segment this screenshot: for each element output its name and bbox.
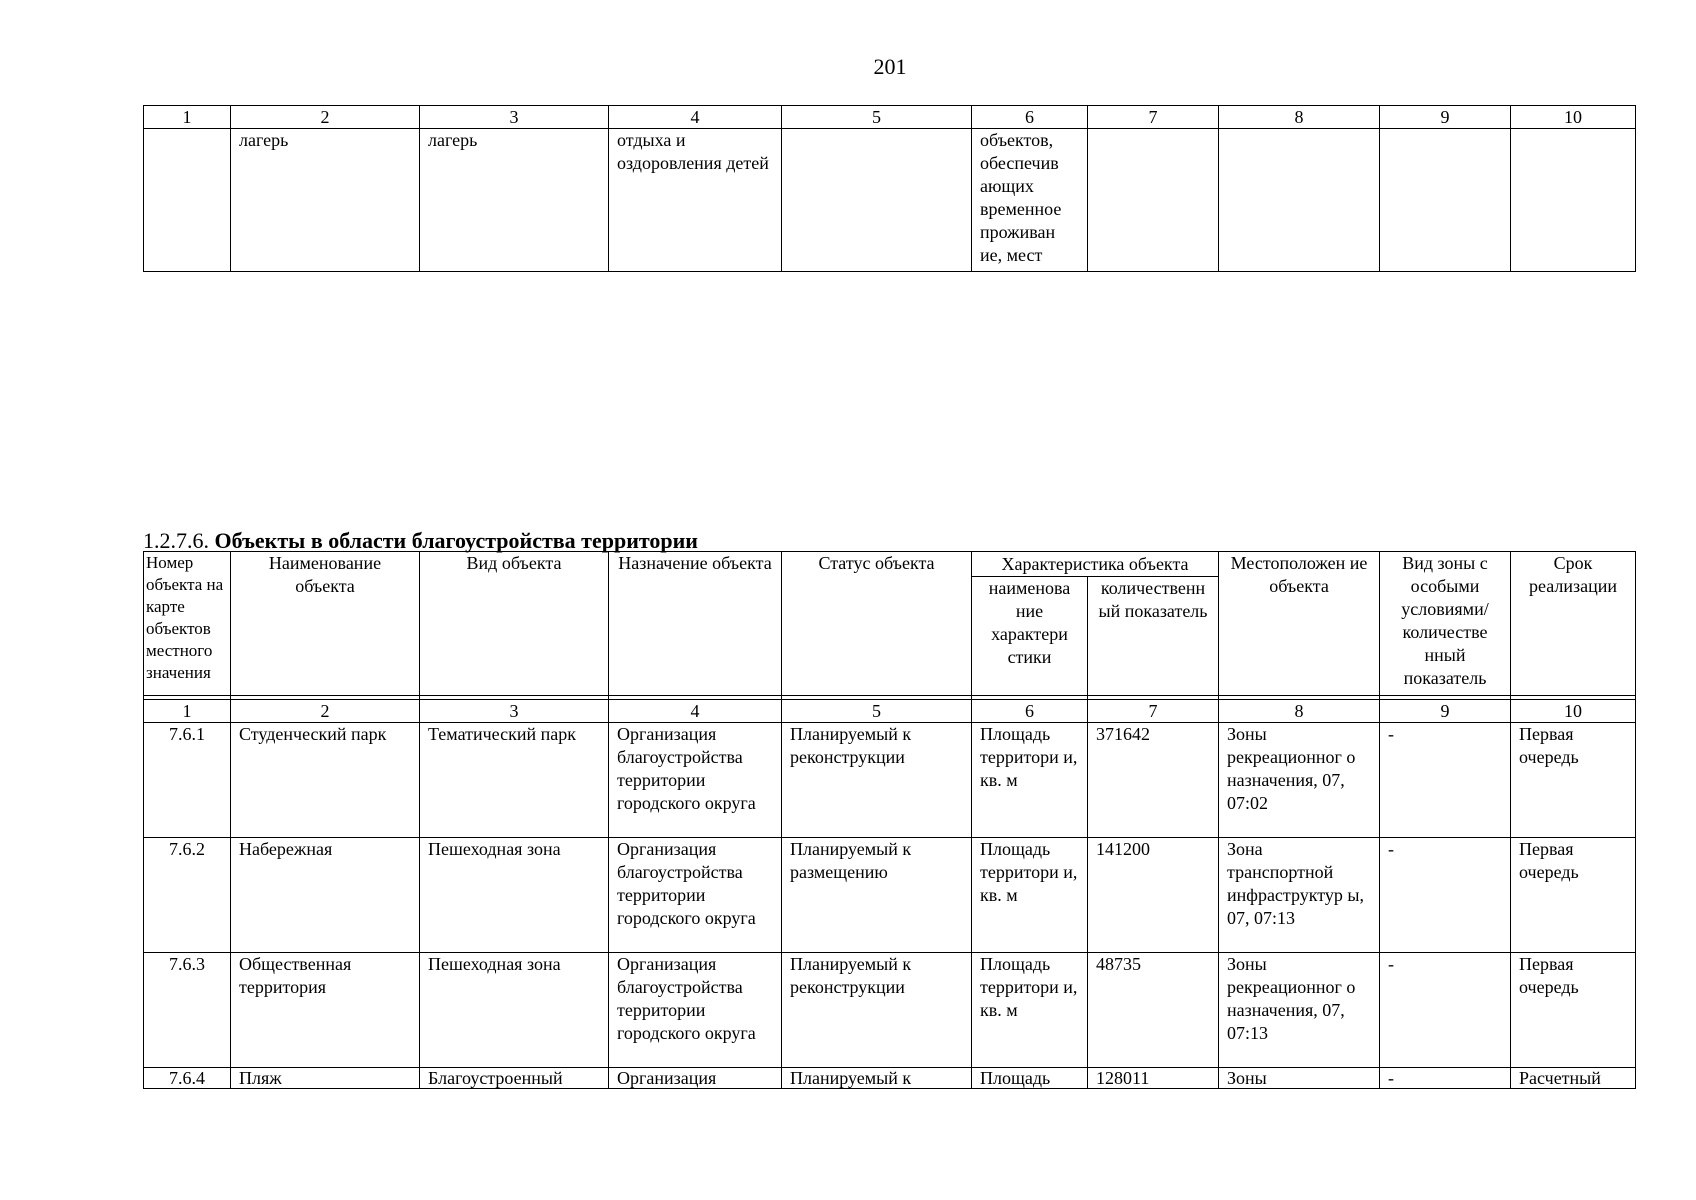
col-number: 6 <box>972 700 1088 723</box>
col-number: 5 <box>782 106 972 129</box>
col-number: 7 <box>1088 700 1219 723</box>
table-cell <box>1088 129 1219 272</box>
table-cell: Первая очередь <box>1511 953 1636 1068</box>
header-object-status: Статус объекта <box>782 552 972 696</box>
table-cell: - <box>1380 1068 1511 1089</box>
header-object-name: Наименование объекта <box>231 552 420 696</box>
table-cell <box>1511 129 1636 272</box>
table-cell: - <box>1380 953 1511 1068</box>
table-cell: Площадь <box>972 1068 1088 1089</box>
table-cell: Пляж <box>231 1068 420 1089</box>
table-cell: Студенческий парк <box>231 723 420 838</box>
table-cell <box>782 129 972 272</box>
table-cell: 48735 <box>1088 953 1219 1068</box>
header-object-number: Номер объекта на карте объектов местного значения <box>144 552 231 696</box>
table-row <box>144 953 1636 1068</box>
table-cell: 7.6.3 <box>144 953 231 1068</box>
objects-table <box>143 551 1636 1089</box>
table-cell: Планируемый к <box>782 1068 972 1089</box>
col-number: 3 <box>420 106 609 129</box>
table-row <box>144 129 1636 272</box>
table-cell: Зоны рекреационног о назначения, 07, 07:13 <box>1219 953 1380 1068</box>
col-number: 9 <box>1380 106 1511 129</box>
column-number-row <box>144 700 1636 723</box>
continued-table <box>143 105 1636 272</box>
table-cell: Планируемый к реконструкции <box>782 723 972 838</box>
section-title-text: Объекты в области благоустройства территории <box>214 528 698 553</box>
col-number: 1 <box>144 106 231 129</box>
table-cell: Пешеходная зона <box>420 953 609 1068</box>
col-number: 4 <box>609 700 782 723</box>
table-cell: Пешеходная зона <box>420 838 609 953</box>
section-number: 1.2.7.6. <box>143 528 209 553</box>
header-object-location: Местоположен ие объекта <box>1219 552 1380 696</box>
header-special-zone: Вид зоны с особыми условиями/ количестве нный показатель <box>1380 552 1511 696</box>
table-cell: Организация благоустройства территории городского округа <box>609 723 782 838</box>
table-cell: Организация благоустройства территории городского округа <box>609 953 782 1068</box>
col-number: 6 <box>972 106 1088 129</box>
table-row <box>144 723 1636 838</box>
col-number: 9 <box>1380 700 1511 723</box>
table-cell <box>1219 129 1380 272</box>
col-number: 10 <box>1511 700 1636 723</box>
col-number: 3 <box>420 700 609 723</box>
table-cell: лагерь <box>420 129 609 272</box>
page-number: 201 <box>873 54 907 79</box>
header-implementation-term: Срок реализации <box>1511 552 1636 696</box>
col-number: 2 <box>231 106 420 129</box>
table-cell: Организация благоустройства территории городского округа <box>609 838 782 953</box>
table-cell: Площадь территори и, кв. м <box>972 838 1088 953</box>
col-number: 1 <box>144 700 231 723</box>
table-cell: Организация <box>609 1068 782 1089</box>
table-cell: 7.6.4 <box>144 1068 231 1089</box>
table-cell: - <box>1380 838 1511 953</box>
table-cell: объектов, обеспечив ающих временное проживан ие, мест <box>972 129 1088 272</box>
table-row <box>144 1068 1636 1089</box>
table-cell: Первая очередь <box>1511 723 1636 838</box>
header-characteristics-group: Характеристика объекта <box>972 552 1219 577</box>
table-cell: Зоны <box>1219 1068 1380 1089</box>
col-number: 8 <box>1219 700 1380 723</box>
table-cell: 7.6.2 <box>144 838 231 953</box>
table-cell: Площадь территори и, кв. м <box>972 723 1088 838</box>
table-cell: Зона транспортной инфраструктур ы, 07, 07:13 <box>1219 838 1380 953</box>
table-cell: 128011 <box>1088 1068 1219 1089</box>
table-cell: Расчетный <box>1511 1068 1636 1089</box>
header-quantity: количественн ый показатель <box>1088 577 1219 696</box>
header-row <box>144 552 1636 577</box>
table-cell: Площадь территори и, кв. м <box>972 953 1088 1068</box>
table-cell: Планируемый к размещению <box>782 838 972 953</box>
header-object-purpose: Назначение объекта <box>609 552 782 696</box>
table-cell: Зоны рекреационног о назначения, 07, 07:02 <box>1219 723 1380 838</box>
table-cell: Тематический парк <box>420 723 609 838</box>
col-number: 4 <box>609 106 782 129</box>
col-number: 7 <box>1088 106 1219 129</box>
col-number: 8 <box>1219 106 1380 129</box>
column-number-row <box>144 106 1636 129</box>
col-number: 5 <box>782 700 972 723</box>
header-characteristic-name: наименова ние характери стики <box>972 577 1088 696</box>
table-cell: лагерь <box>231 129 420 272</box>
table-cell: - <box>1380 723 1511 838</box>
table-cell: Планируемый к реконструкции <box>782 953 972 1068</box>
table-cell: Первая очередь <box>1511 838 1636 953</box>
table-cell: 7.6.1 <box>144 723 231 838</box>
table-cell <box>144 129 231 272</box>
table-cell <box>1380 129 1511 272</box>
table-row <box>144 838 1636 953</box>
col-number: 2 <box>231 700 420 723</box>
table-cell: 141200 <box>1088 838 1219 953</box>
table-cell: Благоустроенный <box>420 1068 609 1089</box>
table-cell: отдыха и оздоровления детей <box>609 129 782 272</box>
table-cell: Набережная <box>231 838 420 953</box>
col-number: 10 <box>1511 106 1636 129</box>
header-object-type: Вид объекта <box>420 552 609 696</box>
table-cell: 371642 <box>1088 723 1219 838</box>
table-cell: Общественная территория <box>231 953 420 1068</box>
